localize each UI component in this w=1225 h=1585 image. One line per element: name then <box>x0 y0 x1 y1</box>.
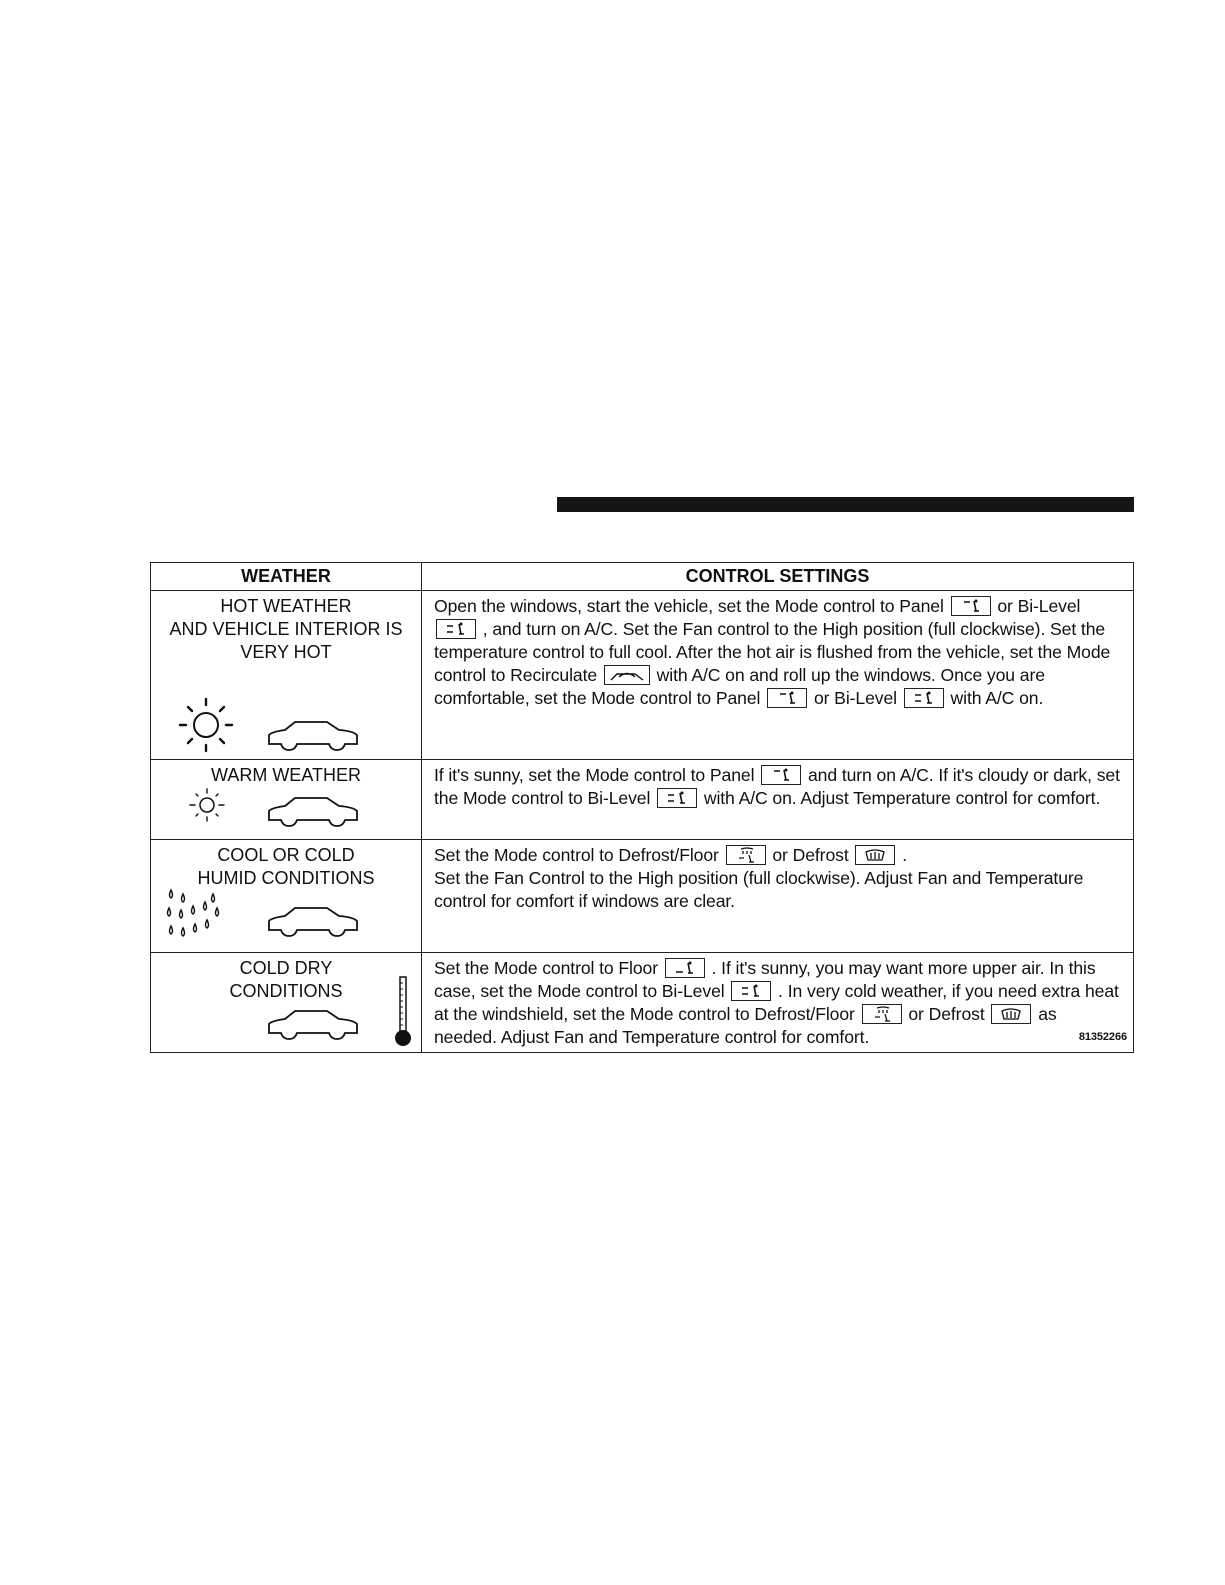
panel-mode-icon <box>761 765 801 785</box>
bi-level-mode-icon <box>657 788 697 808</box>
control-settings-header: CONTROL SETTINGS <box>422 563 1134 591</box>
panel-mode-icon <box>951 596 991 616</box>
climate-control-table <box>150 562 1134 1053</box>
table-row <box>151 952 1134 1052</box>
table-row <box>151 840 1134 952</box>
weather-label: COOL OR COLD HUMID CONDITIONS <box>197 845 375 889</box>
settings-cell-hot: Open the windows, start the vehicle, set the Mode control to Panel or Bi-Level , and turn on A/C. Set the Fan control to the High position (full clockwise). Set the temperature control to full cool. After the hot air is flushed from the vehicle, set the Mode control to Recirculate with A/C on and roll up the windows. Once you are comfortable, set the Mode control to Panel or Bi-Level with A/C on. <box>422 591 1134 760</box>
table-row <box>151 591 1134 760</box>
weather-cell-warm <box>151 759 422 839</box>
table-header-row <box>151 563 1134 591</box>
sun-icon <box>175 695 237 755</box>
weather-header: WEATHER <box>151 563 422 591</box>
defrost-mode-icon <box>855 845 895 865</box>
bi-level-mode-icon <box>436 619 476 639</box>
bi-level-mode-icon <box>904 688 944 708</box>
climate-control-table-container <box>150 562 1134 1053</box>
thermometer-icon <box>391 975 415 1049</box>
weather-cell-cold-dry <box>151 952 422 1052</box>
settings-cell-cold-dry: Set the Mode control to Floor . If it's sunny, you may want more upper air. In this case, set the Mode control to Bi-Level . In very cold weather, if you need extra heat at the windshield, set the Mode control to Defrost/Floor or Defrost as needed. Adjust Fan and Temperature control for comfort. 81352266 <box>422 952 1134 1052</box>
defrost-floor-mode-icon <box>726 845 766 865</box>
weather-label: COLD DRY CONDITIONS <box>229 957 343 1001</box>
settings-cell-cool: Set the Mode control to Defrost/Floor or Defrost . Set the Fan Control to the High position (full clockwise). Adjust Fan and Temperature control for comfort if windows are clear. <box>422 840 1134 952</box>
car-icon <box>265 718 361 756</box>
figure-id: 81352266 <box>1078 1031 1127 1043</box>
recirculate-icon <box>604 665 650 685</box>
bi-level-mode-icon <box>731 981 771 1001</box>
car-icon <box>265 1007 361 1045</box>
car-icon <box>265 794 361 832</box>
weather-label: WARM WEATHER <box>211 764 361 785</box>
floor-mode-icon <box>665 958 705 978</box>
small-sun-icon <box>187 786 227 824</box>
table-row <box>151 759 1134 839</box>
weather-cell-cool <box>151 840 422 952</box>
weather-label: HOT WEATHER AND VEHICLE INTERIOR IS VERY HOT <box>169 596 403 663</box>
defrost-mode-icon <box>991 1004 1031 1024</box>
raindrops-icon <box>163 884 225 946</box>
section-header-bar <box>557 497 1134 512</box>
weather-cell-hot <box>151 591 422 760</box>
panel-mode-icon <box>767 688 807 708</box>
car-icon <box>265 904 361 942</box>
settings-cell-warm: If it's sunny, set the Mode control to Panel and turn on A/C. If it's cloudy or dark, set the Mode control to Bi-Level with A/C on. Adjust Temperature control for comfort. <box>422 759 1134 839</box>
defrost-floor-mode-icon <box>862 1004 902 1024</box>
